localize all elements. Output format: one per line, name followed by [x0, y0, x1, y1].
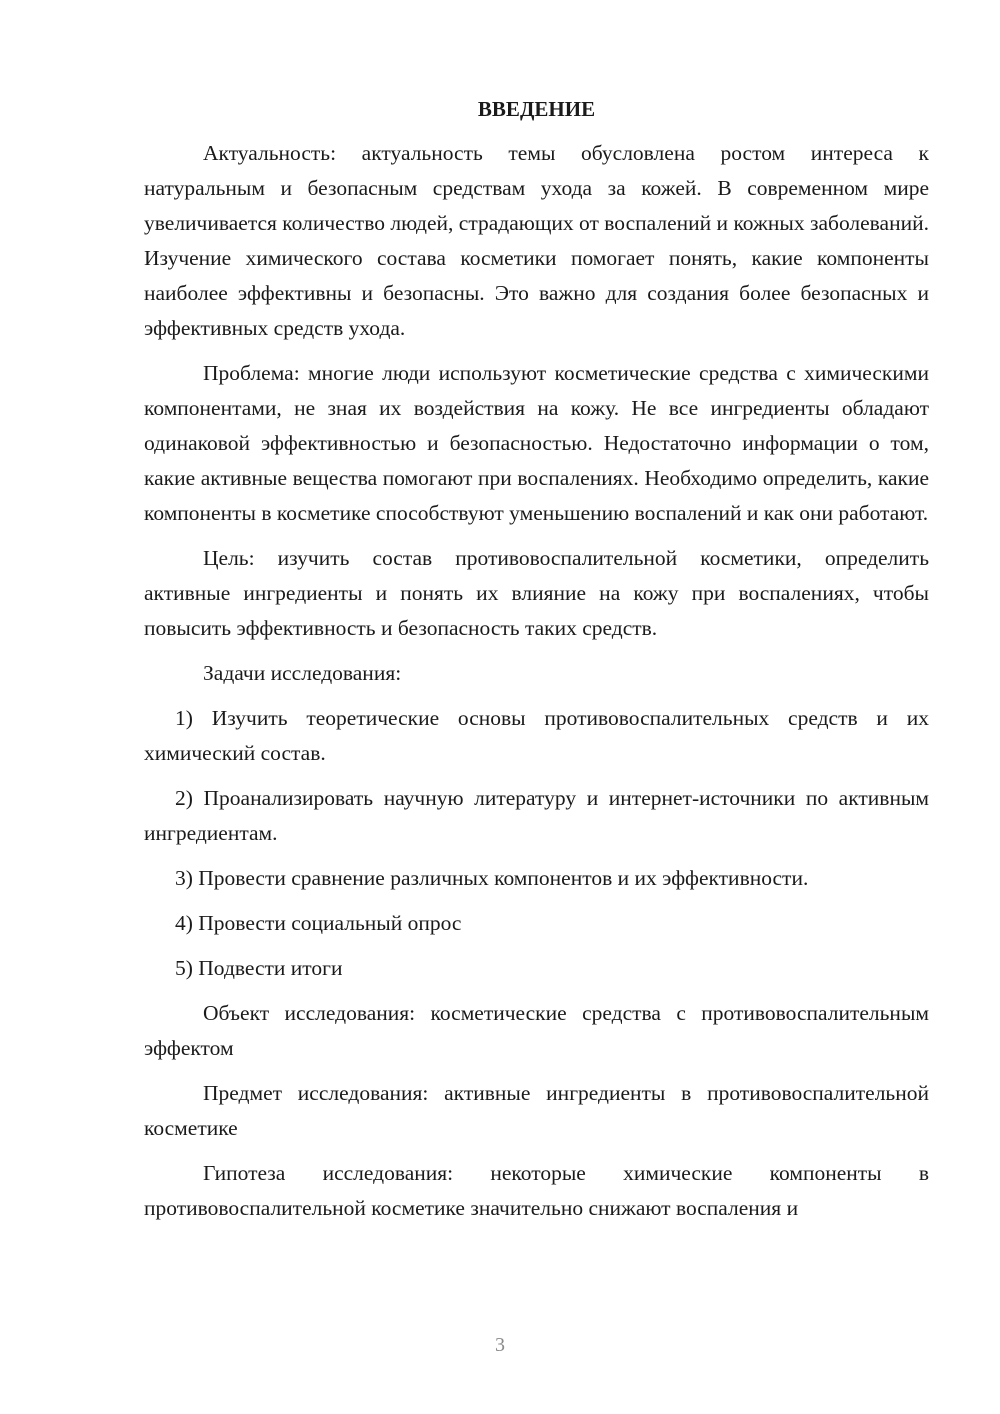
hypothesis-paragraph: Гипотеза исследования: некоторые химические компоненты в противовоспалительной косметике значительно снижают воспаления и	[144, 1161, 929, 1220]
relevance-paragraph: Актуальность: актуальность темы обусловлена ростом интереса к натуральным и безопасным средствам ухода за кожей. В современном мире увеличивается количество людей, страдающих от воспалений и кожных заболеваний. Изучение химического состава косметики помогает понять, какие компоненты наиболее эффективны и безопасны. Это важно для создания более безопасных и эффективных средств ухода.	[144, 141, 929, 340]
section-heading: ВВЕДЕНИЕ	[477, 97, 596, 121]
object-paragraph: Объект исследования: косметические средства с противовоспалительным эффектом	[144, 1001, 929, 1060]
task-item-3: 3) Провести сравнение различных компонентов и их эффективности.	[175, 866, 809, 890]
tasks-title: Задачи исследования:	[203, 661, 402, 685]
page-number: 3	[495, 1334, 505, 1356]
page-content	[144, 92, 929, 1236]
problem-paragraph: Проблема: многие люди используют косметические средства с химическими компонентами, не зная их воздействия на кожу. Не все ингредиенты обладают одинаковой эффективностью и безопасностью. Недостаточно информации о том, какие активные вещества помогают при воспалениях. Необходимо определить, какие компоненты в косметике способствуют уменьшению воспалений и как они работают.	[144, 361, 929, 525]
task-item-1: 1) Изучить теоретические основы противовоспалительных средств и их химический состав.	[144, 706, 929, 765]
goal-paragraph: Цель: изучить состав противовоспалительной косметики, определить активные ингредиенты и понять их влияние на кожу при воспалениях, чтобы повысить эффективность и безопасность таких средств.	[144, 546, 929, 640]
subject-paragraph: Предмет исследования: активные ингредиенты в противовоспалительной косметике	[144, 1081, 929, 1140]
task-item-4: 4) Провести социальный опрос	[175, 911, 462, 935]
task-item-2: 2) Проанализировать научную литературу и интернет-источники по активным ингредиентам.	[144, 786, 929, 845]
task-item-5: 5) Подвести итоги	[175, 956, 343, 980]
